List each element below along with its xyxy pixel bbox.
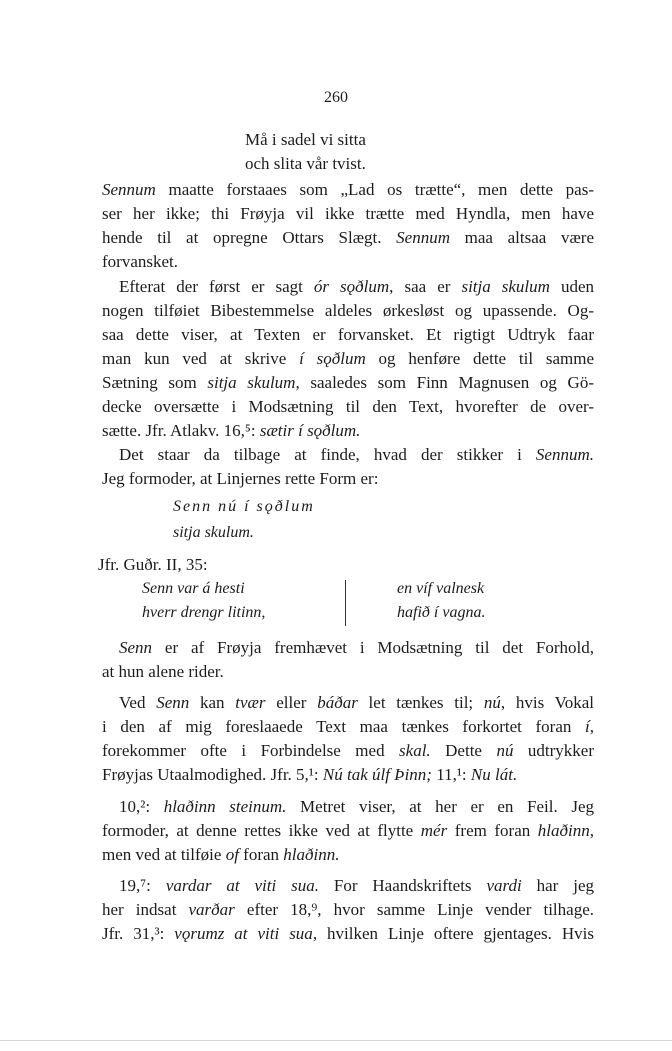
italic-term: nú [483, 693, 501, 712]
italic-term: vǫrumz at viti sua [174, 924, 313, 943]
para1-line: hende til at opregne Ottars Slægt. Sennum maa altsaa være [102, 228, 594, 247]
italic-term: Sennum. [535, 445, 594, 464]
italic-term: Nú tak úlf Þinn; [322, 765, 432, 784]
italic-term: báðar [317, 693, 358, 712]
italic-term: sitja skulum [461, 277, 550, 296]
italic-term: of [225, 845, 239, 864]
italic-term: í [585, 717, 590, 736]
quote-line: sitja skulum. [173, 524, 254, 541]
para2-line: nogen tilføiet Bibestemmelse aldeles ørkesløst og upassende. Og- [102, 301, 594, 320]
para4-line: at hun alene rider. [102, 662, 224, 681]
italic-term: Senn [156, 693, 190, 712]
para2-line: Efterat der først er sagt ór sǫðlum, saa er sitja skulum uden [119, 277, 595, 296]
italic-term: sætir í sǫðlum. [259, 421, 361, 440]
quote-right-line: hafið í vagna. [397, 604, 486, 621]
italic-term: hlaðinn, [537, 821, 594, 840]
italic-term: skal. [399, 741, 431, 760]
italic-term: hlaðinn steinum. [163, 797, 287, 816]
italic-term: Nu lát. [470, 765, 518, 784]
page-edge [0, 1040, 672, 1041]
quote-left-line: hverr drengr litinn, [142, 604, 266, 621]
italic-term: hlaðinn. [283, 845, 340, 864]
para5-line: forekommer ofte i Forbindelse med skal. Dette nú udtrykker [102, 741, 594, 760]
italic-term: sitja skulum [207, 373, 296, 392]
para6-line: men ved at tilføie of foran hlaðinn. [102, 845, 340, 864]
italic-term: nú [496, 741, 514, 760]
para7-line: 19,⁷: vardar at viti sua. For Haandskriftets vardi har jeg [119, 876, 594, 895]
verse-line-1: Må i sadel vi sitta [245, 130, 366, 149]
reference-label: Jfr. Guðr. II, 35: [98, 555, 208, 574]
quote-left-line: Senn var á hesti [142, 580, 245, 597]
italic-term: tvær [235, 693, 266, 712]
para2-line: saa dette viser, at Texten er forvansket. Et rigtigt Udtryk faar [102, 325, 594, 344]
para3-line: Det staar da tilbage at finde, hvad der stikker i Sennum. [119, 445, 594, 464]
italic-term: mér [420, 821, 448, 840]
para2-line: man kun ved at skrive í sǫðlum og henføre dette til samme [102, 349, 594, 368]
para2-line: decke oversætte i Modsætning til den Text, hvorefter de over- [102, 397, 594, 416]
para5-line: Ved Senn kan tvær eller báðar let tænkes til; nú, hvis Vokal [119, 693, 595, 712]
quote-divider [345, 580, 346, 626]
italic-term: ór sǫðlum [313, 277, 390, 296]
verse-line-2: och slita vår tvist. [245, 154, 366, 173]
italic-term: Senn [119, 638, 153, 657]
italic-term: Sennum [102, 180, 156, 199]
italic-term: vardi [486, 876, 522, 895]
para5-line: i den af mig foreslaaede Text maa tænkes forkortet foran í, [102, 717, 594, 736]
para1-line: forvansket. [102, 252, 179, 271]
para6-line: 10,²: hlaðinn steinum. Metret viser, at her er en Feil. Jeg [119, 797, 594, 816]
italic-term: í sǫðlum [299, 349, 366, 368]
para7-line: Jfr. 31,³: vǫrumz at viti sua, hvilken Linje oftere gjentages. Hvis [102, 924, 594, 943]
para3-line: Jeg formoder, at Linjernes rette Form er: [102, 469, 379, 488]
quote-right-line: en víf valnesk [397, 580, 485, 597]
para6-line: formoder, at denne rettes ikke ved at flytte mér frem foran hlaðinn, [102, 821, 594, 840]
italic-term: Sennum [396, 228, 450, 247]
italic-term: varðar [188, 900, 235, 919]
para2-line: Sætning som sitja skulum, saaledes som Finn Magnusen og Gö- [102, 373, 594, 392]
quote-line: Senn nú í sǫðlum [173, 498, 315, 515]
para5-line: Frøyjas Utaalmodighed. Jfr. 5,¹: Nú tak úlf Þinn; 11,¹: Nu lát. [102, 765, 518, 784]
para2-line: sætte. Jfr. Atlakv. 16,⁵: sætir í sǫðlum. [102, 421, 361, 440]
italic-term: vardar at viti sua. [165, 876, 319, 895]
para1-line: ser her ikke; thi Frøyja vil ikke trætte med Hyndla, men have [102, 204, 594, 223]
page-number: 260 [324, 89, 348, 106]
para4-line: Senn er af Frøyja fremhævet i Modsætning til det Forhold, [119, 638, 594, 657]
para7-line: her indsat varðar efter 18,⁹, hvor samme Linje vender tilhage. [102, 900, 594, 919]
para1-line: Sennum maatte forstaaes som „Lad os trætte“, men dette pas- [102, 180, 594, 199]
